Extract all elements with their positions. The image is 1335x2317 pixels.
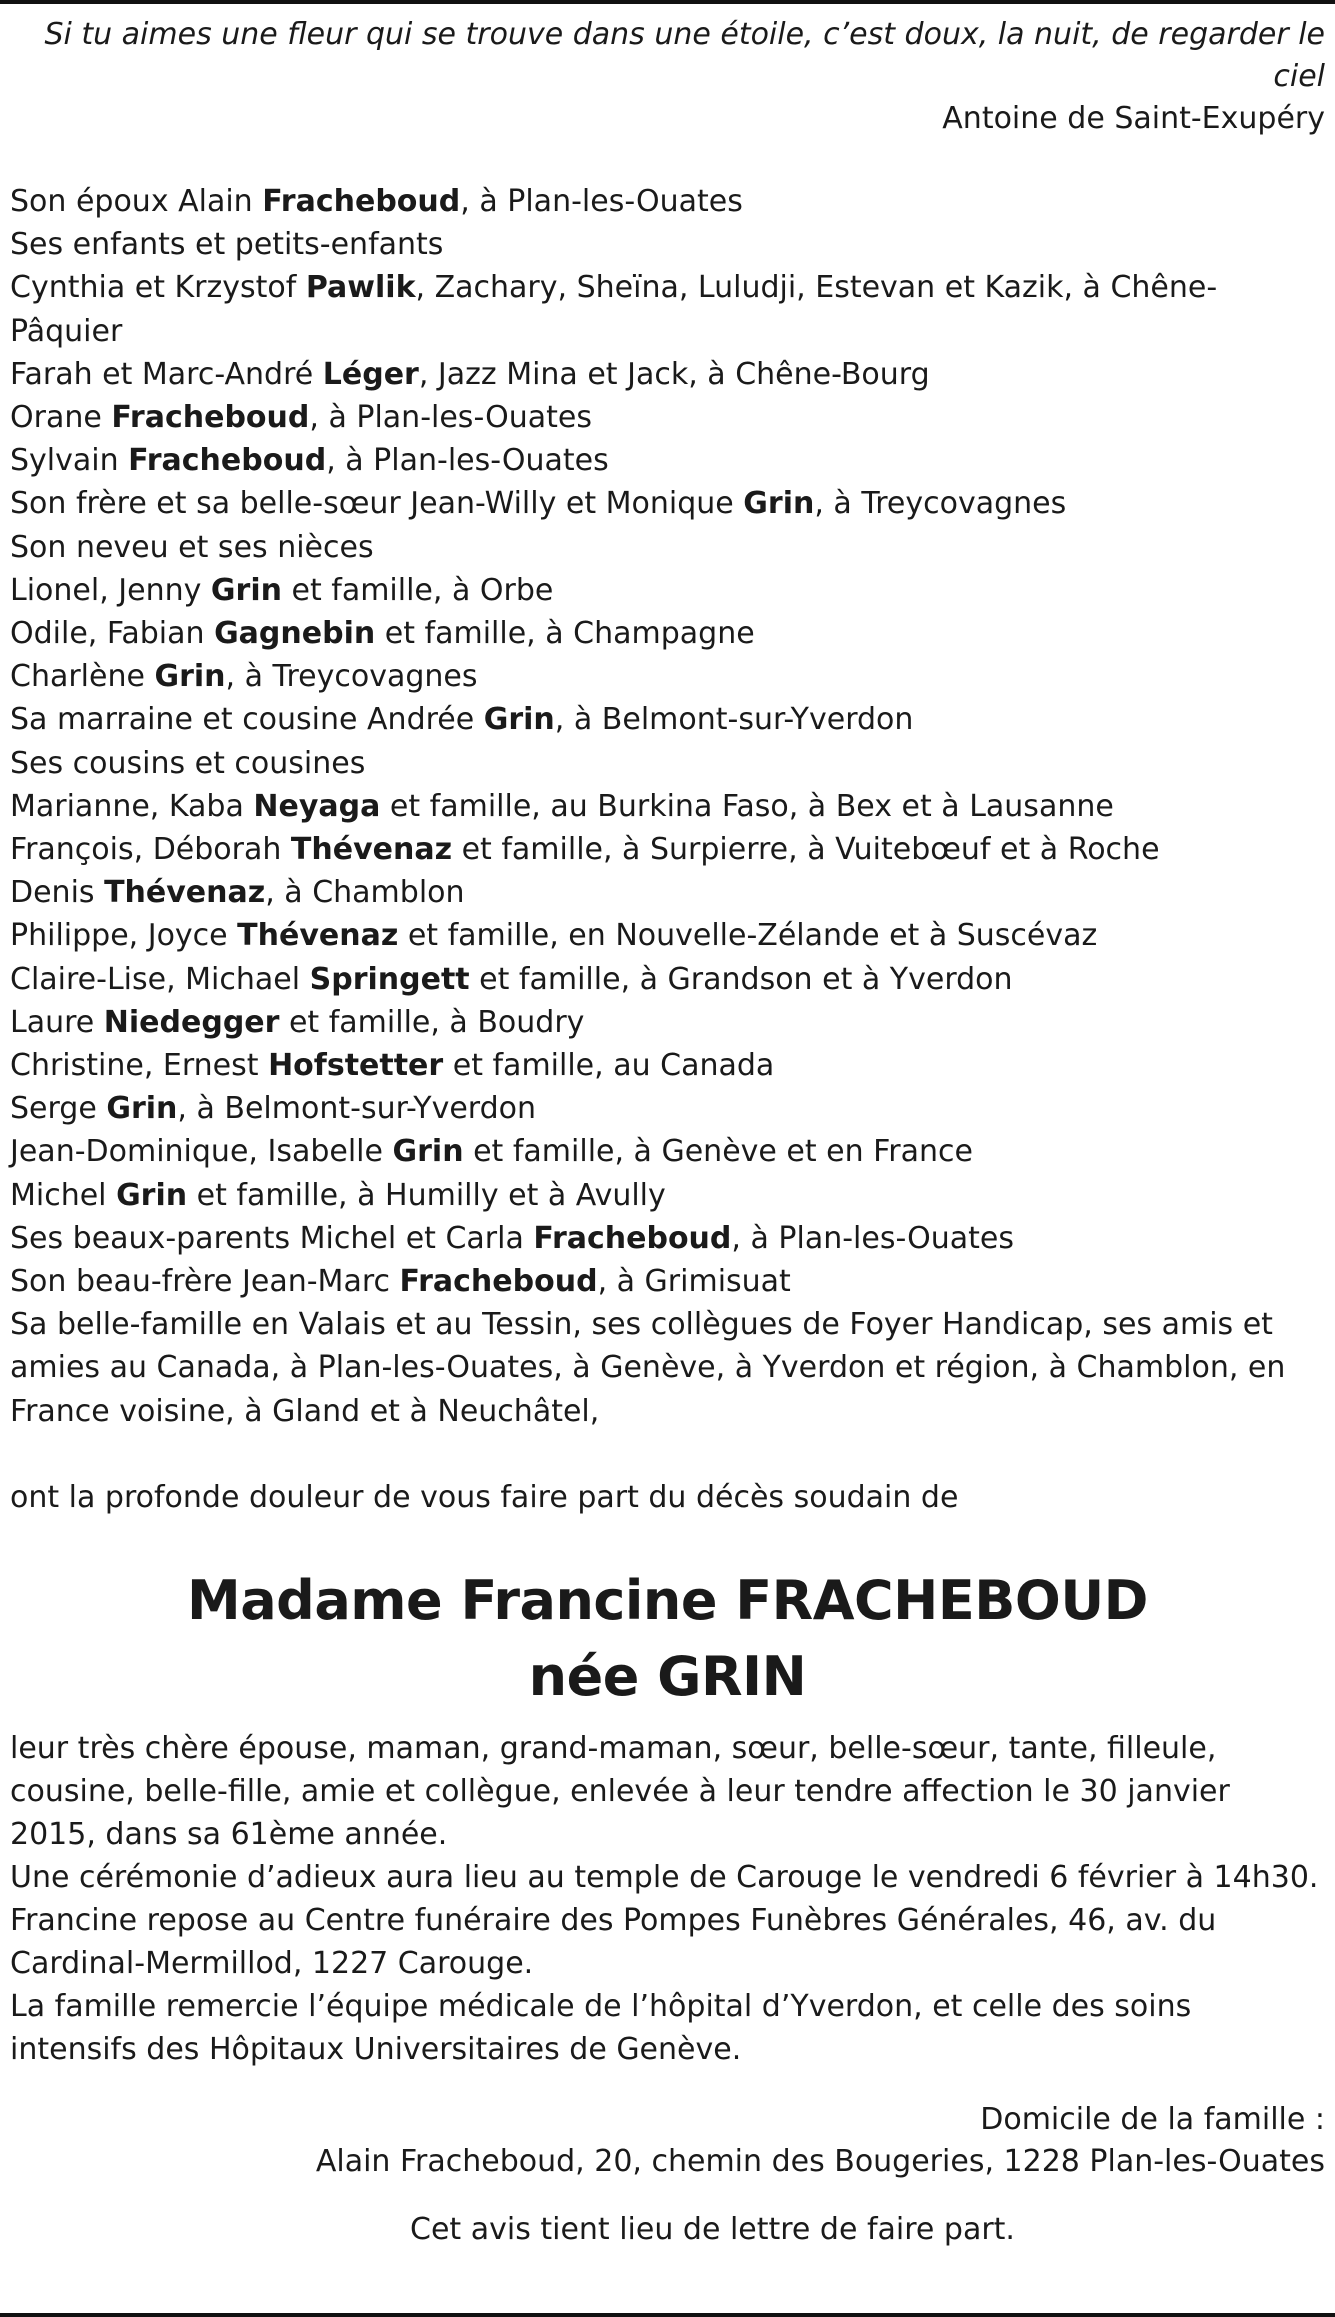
family-surname: Niedegger	[103, 1004, 280, 1040]
body-paragraph: Francine repose au Centre funéraire des Pompes Funèbres Générales, 46, av. du Cardinal-Mermillod, 1227 Carouge.	[10, 1902, 1217, 1981]
family-surname: Grin	[743, 486, 815, 522]
family-line-text: Sa belle-famille en Valais et au Tessin, ses collègues de Foyer Handicap, ses amis et amies au Canada, à Plan-les-Ouates, à Genève, à Yverdon et région, à Chamblon, en France voisine, à Gland et à Neuchâtel,	[10, 1307, 1286, 1429]
family-line	[10, 871, 1325, 914]
family-line-text: Serge	[10, 1091, 107, 1127]
family-line	[10, 266, 1325, 352]
family-line-text: , à Chamblon	[265, 875, 465, 911]
family-line-text: et famille, au Canada	[443, 1048, 775, 1084]
deceased-maiden-name: née GRIN	[528, 1644, 807, 1708]
family-line-text: Laure	[10, 1004, 104, 1040]
family-line-text: , à Treycovagnes	[225, 659, 478, 695]
family-line	[10, 612, 1325, 655]
family-line-text: Farah et Marc-André	[10, 356, 323, 392]
family-line-text: , Zachary, Sheïna, Luludji, Estevan et Kazik, à Chêne-Pâquier	[10, 270, 1218, 349]
family-line-text: , à Plan-les-Ouates	[309, 400, 592, 436]
family-line-text: et famille, à Genève et en France	[463, 1134, 973, 1170]
family-line	[10, 353, 1325, 396]
family-line	[10, 958, 1325, 1001]
top-rule	[0, 0, 1335, 4]
family-line-text: , à Belmont-sur-Yverdon	[554, 702, 914, 738]
family-line-text: et famille, à Boudry	[279, 1004, 585, 1040]
family-line-text: , Jazz Mina et Jack, à Chêne-Bourg	[418, 356, 930, 392]
quote-text: Si tu aimes une fleur qui se trouve dans une étoile, c’est doux, la nuit, de regarder le ciel	[44, 17, 1325, 94]
family-surname: Grin	[483, 702, 555, 738]
family-surname: Léger	[322, 356, 419, 392]
family-line-text: , à Grimisuat	[597, 1264, 791, 1300]
family-line-text: Christine, Ernest	[10, 1048, 269, 1084]
family-line	[10, 1217, 1325, 1260]
family-line-text: Ses beaux-parents Michel et Carla	[10, 1220, 534, 1256]
family-line	[10, 1001, 1325, 1044]
family-surname: Fracheboud	[262, 184, 461, 219]
family-surname: Thévenaz	[290, 832, 453, 868]
family-line	[10, 1130, 1325, 1173]
family-surname: Neyaga	[253, 788, 381, 824]
family-line-text: et famille, au Burkina Faso, à Bex et à Lausanne	[380, 788, 1114, 824]
family-surname: Gagnebin	[214, 616, 376, 652]
deceased-name: Madame Francine FRACHEBOUD	[186, 1568, 1148, 1632]
family-line-text: Sylvain	[10, 443, 129, 479]
family-line-text: Charlène	[10, 659, 155, 695]
family-line	[10, 180, 1325, 223]
family-line-text: Sa marraine et cousine Andrée	[10, 702, 484, 738]
family-line	[10, 1260, 1325, 1303]
closing-note: Cet avis tient lieu de lettre de faire part.	[410, 2211, 1015, 2247]
family-line-text: et famille, à Orbe	[281, 572, 554, 608]
family-line-text: , à Plan-les-Ouates	[731, 1220, 1014, 1256]
family-line-text: François, Déborah	[10, 832, 291, 868]
family-line-text: et famille, à Grandson et à Yverdon	[469, 961, 1013, 997]
family-line	[10, 828, 1325, 871]
announcement-intro: ont la profonde douleur de vous faire part du décès soudain de	[10, 1479, 959, 1515]
family-surname: Grin	[392, 1134, 464, 1170]
family-surname: Fracheboud	[111, 400, 310, 436]
family-list	[10, 180, 1325, 1433]
family-line-text: Son frère et sa belle-sœur Jean-Willy et Monique	[10, 486, 744, 522]
family-domicile	[10, 2099, 1325, 2183]
family-line	[10, 1044, 1325, 1087]
family-surname: Fracheboud	[128, 443, 327, 479]
quote-author: Antoine de Saint-Exupéry	[942, 101, 1325, 136]
notice-body	[10, 1727, 1325, 2071]
family-line-text: , à Treycovagnes	[814, 486, 1067, 522]
body-paragraph: Une cérémonie d’adieux aura lieu au temple de Carouge le vendredi 6 février à 14h30.	[10, 1859, 1319, 1895]
family-line-text: Ses enfants et petits-enfants	[10, 227, 444, 263]
family-line-text: Philippe, Joyce	[10, 918, 238, 954]
family-surname: Fracheboud	[533, 1220, 732, 1256]
family-line	[10, 1087, 1325, 1130]
family-line-text: , à Plan-les-Ouates	[326, 443, 609, 479]
family-surname: Pawlik	[305, 270, 416, 306]
family-line	[10, 223, 1325, 266]
domicile-address: Alain Fracheboud, 20, chemin des Bougeries, 1228 Plan-les-Ouates	[315, 2143, 1325, 2179]
family-surname: Grin	[210, 572, 282, 608]
family-line	[10, 655, 1325, 698]
obituary-notice	[10, 14, 1325, 2251]
family-line	[10, 742, 1325, 785]
family-line-text: Orane	[10, 400, 112, 436]
family-line-text: , à Belmont-sur-Yverdon	[177, 1091, 537, 1127]
family-surname: Thévenaz	[237, 918, 399, 954]
bottom-rule	[0, 2313, 1335, 2317]
epigraph-quote	[10, 14, 1325, 140]
family-line	[10, 698, 1325, 741]
family-surname: Fracheboud	[399, 1264, 598, 1300]
family-line-text: et famille, en Nouvelle-Zélande et à Suscévaz	[398, 918, 1098, 954]
family-line	[10, 1303, 1325, 1433]
family-surname: Thévenaz	[104, 875, 266, 911]
body-paragraph: La famille remercie l’équipe médicale de l’hôpital d’Yverdon, et celle des soins intensifs des Hôpitaux Universitaires de Genève.	[10, 1988, 1192, 2067]
family-line	[10, 526, 1325, 569]
family-line-text: Son beau-frère Jean-Marc	[10, 1264, 400, 1300]
deceased-name-block	[10, 1563, 1325, 1715]
family-line-text: Son époux Alain	[10, 184, 263, 219]
domicile-label: Domicile de la famille :	[980, 2101, 1325, 2137]
family-line	[10, 1174, 1325, 1217]
family-line-text: et famille, à Humilly et à Avully	[187, 1177, 666, 1213]
family-surname: Grin	[116, 1177, 188, 1213]
family-line-text: Odile, Fabian	[10, 616, 215, 652]
family-line-text: Cynthia et Krzystof	[10, 270, 306, 306]
family-line-text: et famille, à Champagne	[375, 616, 755, 652]
family-line-text: Jean-Dominique, Isabelle	[10, 1134, 393, 1170]
family-surname: Hofstetter	[268, 1048, 444, 1084]
family-line-text: Son neveu et ses nièces	[10, 529, 374, 565]
family-surname: Springett	[309, 961, 470, 997]
body-paragraph: leur très chère épouse, maman, grand-maman, sœur, belle-sœur, tante, filleule, cousine, belle-fille, amie et collègue, enlevée à leur tendre affection le 30 janvier 2015, dans sa 61ème année.	[10, 1730, 1230, 1852]
family-line-text: Michel	[10, 1177, 117, 1213]
family-line-text: Ses cousins et cousines	[10, 745, 366, 781]
family-line	[10, 785, 1325, 828]
family-line	[10, 396, 1325, 439]
family-line-text: Marianne, Kaba	[10, 788, 254, 824]
family-line	[10, 914, 1325, 957]
family-line	[10, 569, 1325, 612]
family-surname: Grin	[106, 1091, 178, 1127]
family-line	[10, 482, 1325, 525]
family-line-text: Claire-Lise, Michael	[10, 961, 310, 997]
family-line	[10, 439, 1325, 482]
family-line-text: Lionel, Jenny	[10, 572, 211, 608]
family-line-text: Denis	[10, 875, 105, 911]
family-line-text: et famille, à Surpierre, à Vuitebœuf et à Roche	[452, 832, 1160, 868]
family-line-text: , à Plan-les-Ouates	[460, 184, 743, 219]
family-surname: Grin	[154, 659, 226, 695]
